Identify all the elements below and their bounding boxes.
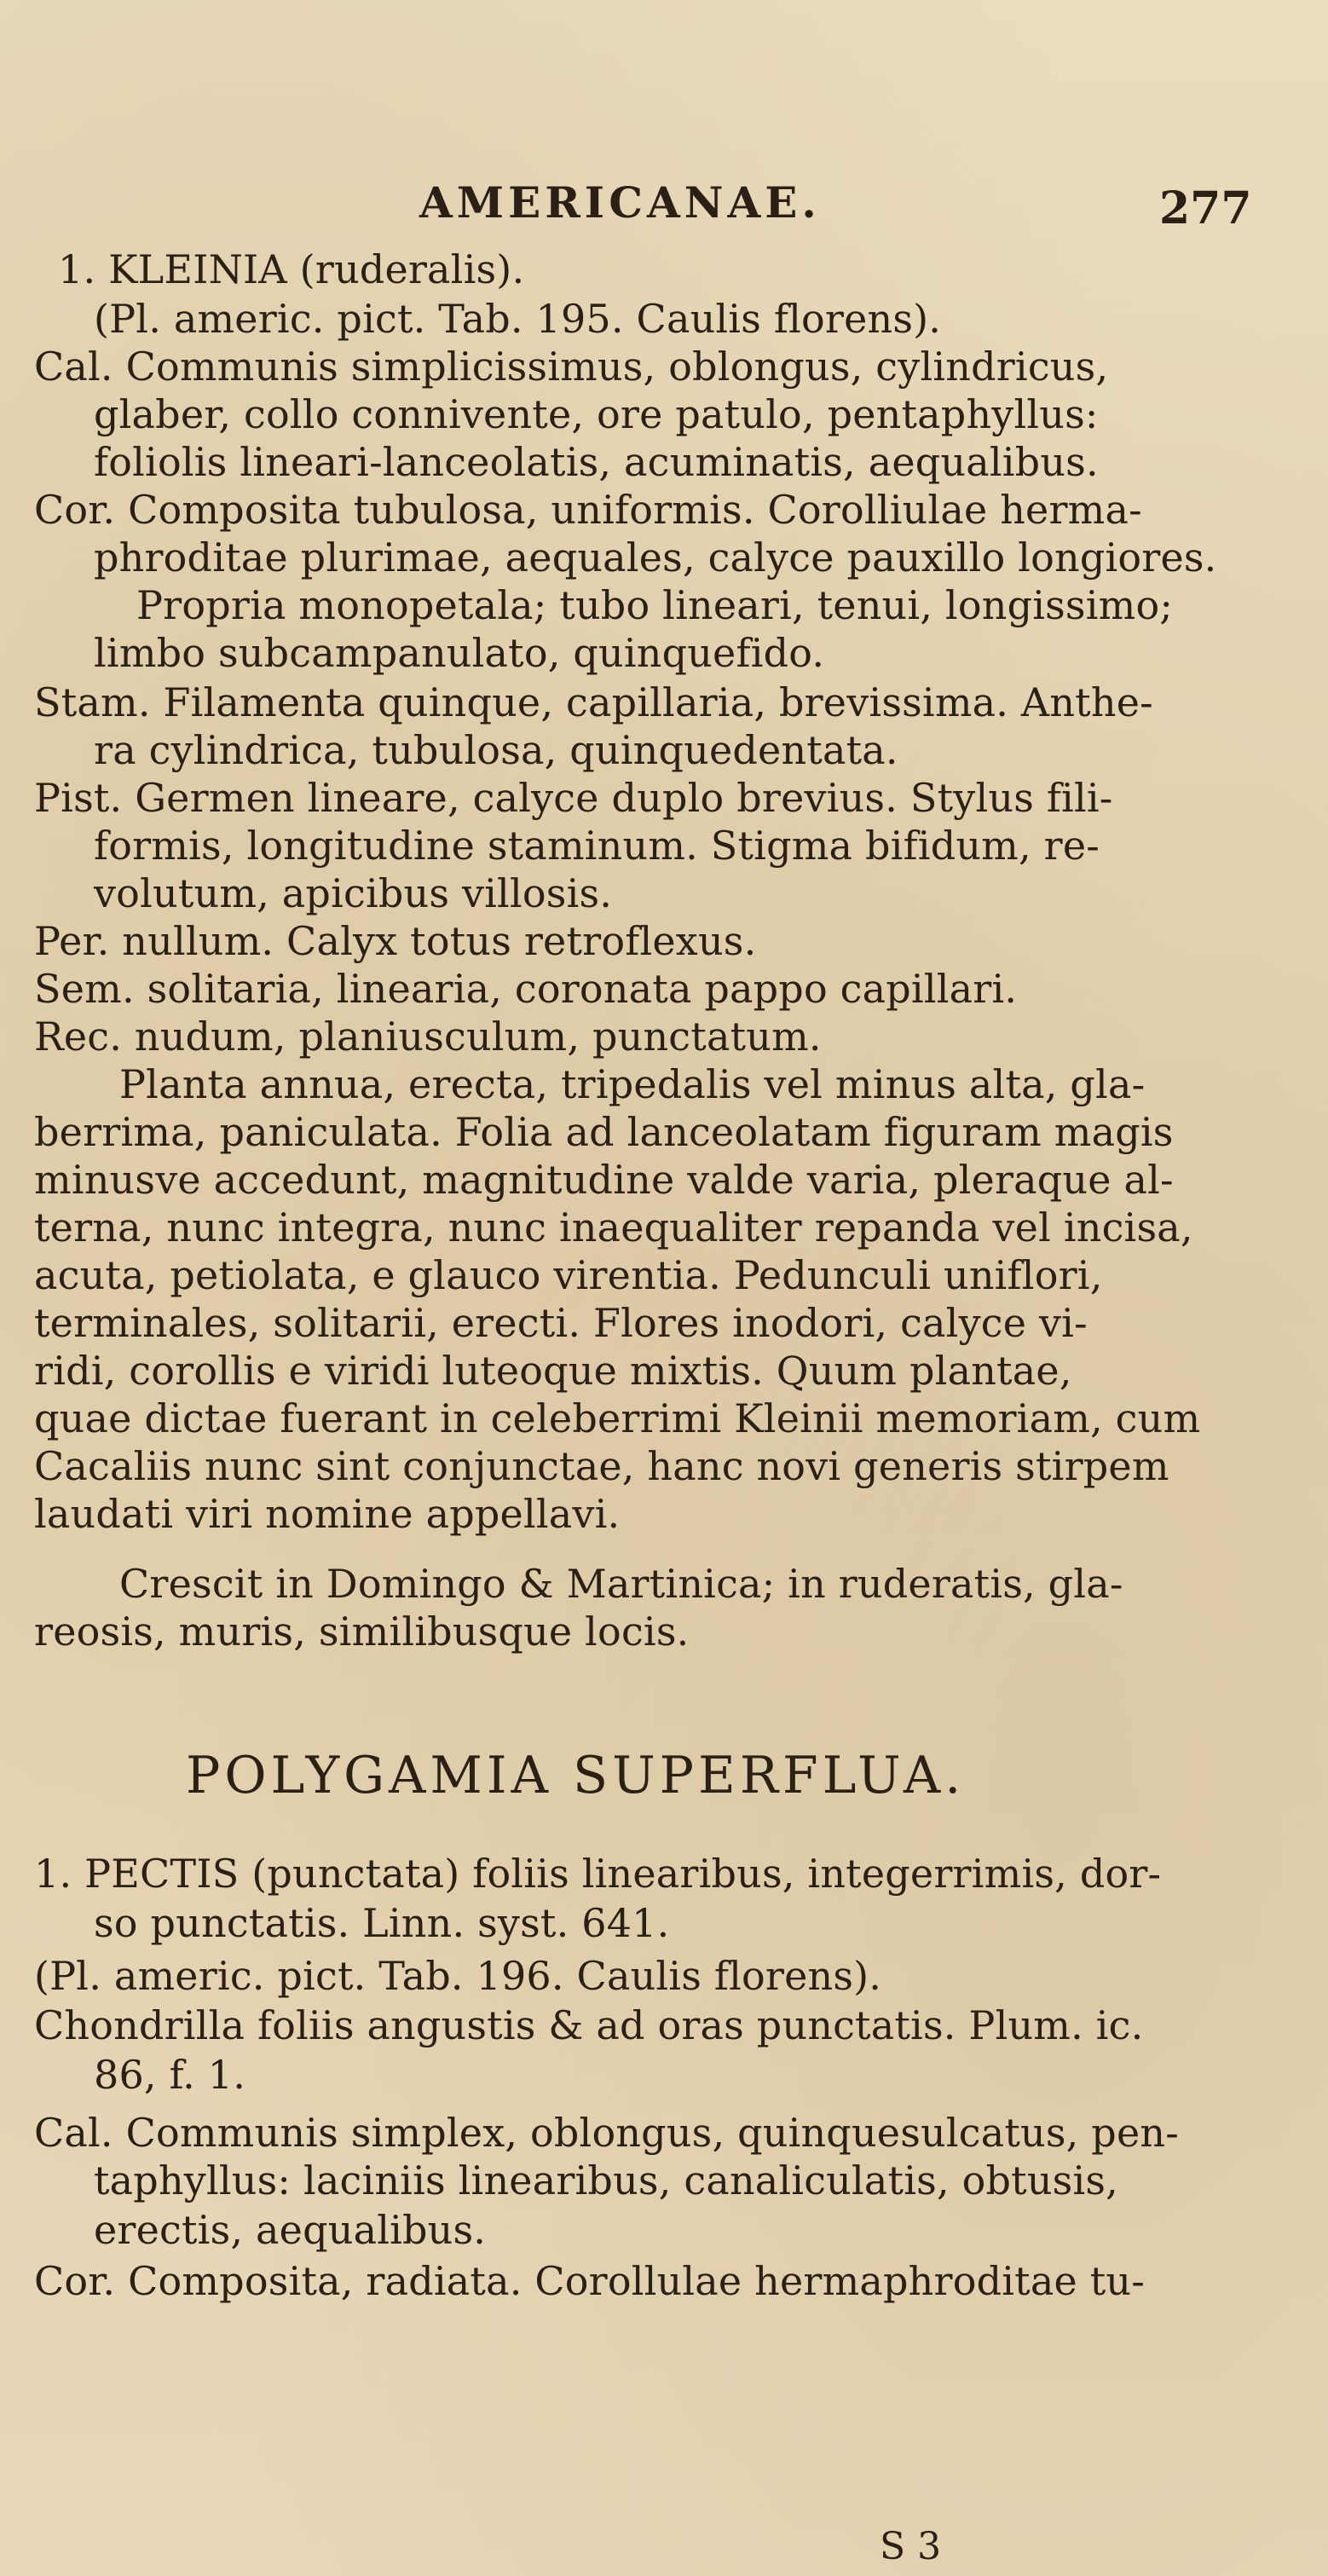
kleinia-line: Cor. Composita tubulosa, uniformis. Corolliulae herma- (34, 487, 1142, 533)
kleinia-line: terna, nunc integra, nunc inaequaliter repanda vel incisa, (34, 1204, 1193, 1250)
kleinia-line: ridi, corollis e viridi luteoque mixtis. Quum plantae, (34, 1348, 1072, 1394)
kleinia-line: laudati viri nomine appellavi. (34, 1491, 621, 1537)
kleinia-line: Sem. solitaria, linearia, coronata pappo capillari. (34, 966, 1018, 1012)
kleinia-line: glaber, collo connivente, ore patulo, pentaphyllus: (94, 391, 1099, 437)
kleinia-line: Stam. Filamenta quinque, capillaria, brevissima. Anthe- (34, 679, 1153, 725)
kleinia-line: reosis, muris, similibusque locis. (34, 1609, 690, 1655)
kleinia-line: 1. KLEINIA (ruderalis). (58, 246, 525, 292)
kleinia-line: minusve accedunt, magnitudine valde varia, pleraque al- (34, 1157, 1174, 1203)
kleinia-line: phroditae plurimae, aequales, calyce pauxillo longiores. (94, 534, 1217, 580)
page-number: 277 (1159, 182, 1252, 234)
kleinia-line: (Pl. americ. pict. Tab. 195. Caulis florens). (94, 296, 942, 342)
kleinia-line: limbo subcampanulato, quinquefido. (94, 630, 825, 676)
pectis-line: Cor. Composita, radiata. Corollulae hermaphroditae tu- (34, 2258, 1145, 2304)
kleinia-line: Pist. Germen lineare, calyce duplo brevius. Stylus fili- (34, 775, 1113, 821)
pectis-line: 1. PECTIS (punctata) foliis linearibus, integerrimis, dor- (34, 1851, 1162, 1897)
signature-mark: S 3 (880, 2525, 942, 2568)
kleinia-line: Cacaliis nunc sint conjunctae, hanc novi generis stirpem (34, 1443, 1169, 1489)
kleinia-line: Crescit in Domingo & Martinica; in ruderatis, gla- (119, 1561, 1123, 1607)
kleinia-line: berrima, paniculata. Folia ad lanceolatam figuram magis (34, 1109, 1174, 1155)
kleinia-line: acuta, petiolata, e glauco virentia. Pedunculi uniflori, (34, 1252, 1103, 1298)
pectis-line: erectis, aequalibus. (94, 2207, 487, 2253)
pectis-line: (Pl. americ. pict. Tab. 196. Caulis florens). (34, 1953, 882, 1999)
kleinia-line: terminales, solitarii, erecti. Flores inodori, calyce vi- (34, 1300, 1088, 1346)
kleinia-line: Cal. Communis simplicissimus, oblongus, cylindricus, (34, 344, 1109, 390)
pectis-line: taphyllus: laciniis linearibus, canaliculatis, obtusis, (94, 2157, 1118, 2203)
section-heading: POLYGAMIA SUPERFLUA. (186, 1746, 966, 1805)
kleinia-line: formis, longitudine staminum. Stigma bifidum, re- (94, 823, 1100, 869)
kleinia-line: quae dictae fuerant in celeberrimi Kleinii memoriam, cum (34, 1395, 1201, 1441)
pectis-line: so punctatis. Linn. syst. 641. (94, 1900, 670, 1946)
kleinia-line: ra cylindrica, tubulosa, quinquedentata. (94, 727, 898, 773)
kleinia-line: foliolis lineari-lanceolatis, acuminatis, aequalibus. (94, 439, 1099, 485)
kleinia-line: Planta annua, erecta, tripedalis vel minus alta, gla- (119, 1061, 1146, 1107)
kleinia-line: Rec. nudum, planiusculum, punctatum. (34, 1014, 822, 1060)
running-header-title: AMERICANAE. (419, 177, 821, 228)
kleinia-line: Per. nullum. Calyx totus retroflexus. (34, 918, 757, 964)
pectis-line: 86, f. 1. (94, 2052, 246, 2098)
kleinia-line: Propria monopetala; tubo lineari, tenui, longissimo; (136, 582, 1174, 628)
pectis-line: Chondrilla foliis angustis & ad oras punctatis. Plum. ic. (34, 2002, 1144, 2048)
pectis-line: Cal. Communis simplex, oblongus, quinquesulcatus, pen- (34, 2110, 1179, 2156)
kleinia-line: volutum, apicibus villosis. (94, 870, 613, 916)
